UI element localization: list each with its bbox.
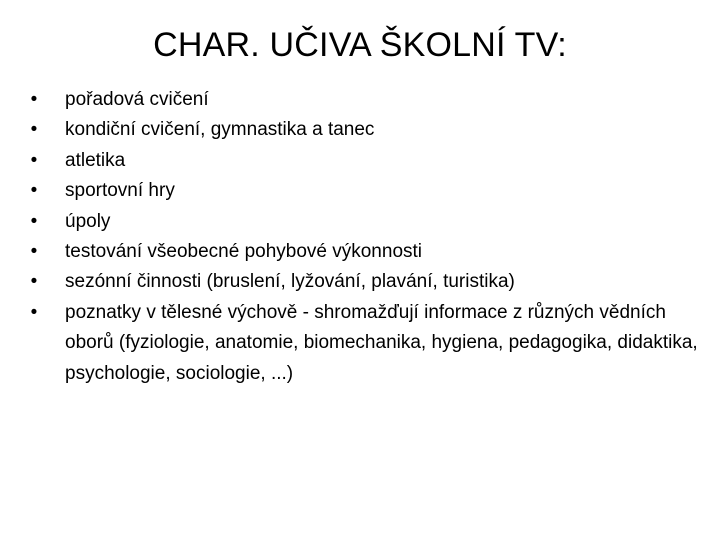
bullet-icon: • bbox=[30, 149, 38, 171]
bullet-icon: • bbox=[30, 241, 38, 263]
bullet-icon: • bbox=[30, 301, 38, 323]
list-item-text: kondiční cvičení, gymnastika a tanec bbox=[65, 119, 375, 141]
list-item bbox=[28, 298, 698, 389]
bullet-list bbox=[28, 85, 698, 389]
list-item bbox=[28, 176, 698, 206]
list-item bbox=[28, 237, 698, 267]
list-item-text: úpoly bbox=[65, 210, 111, 232]
list-item-text: pořadová cvičení bbox=[65, 89, 209, 110]
bullet-icon: • bbox=[30, 271, 38, 293]
list-item bbox=[28, 115, 698, 145]
list-item bbox=[28, 85, 698, 115]
list-item bbox=[28, 207, 698, 237]
list-item-text: atletika bbox=[65, 149, 126, 171]
slide-title: CHAR. UČIVA ŠKOLNÍ TV: bbox=[153, 26, 567, 64]
bullet-icon: • bbox=[30, 119, 38, 141]
bullet-icon: • bbox=[30, 180, 38, 202]
list-item bbox=[28, 267, 698, 297]
list-item-text: poznatky v tělesné výchově - shromažďují informace z různých vědních oborů (fyziologie, anatomie, biomechanika, hygiena, pedagogika, didaktika, psychologie, sociologie, ...) bbox=[65, 301, 698, 384]
list-item bbox=[28, 146, 698, 176]
list-item-text: testování všeobecné pohybové výkonnosti bbox=[65, 241, 423, 263]
list-item-text: sezónní činnosti (bruslení, lyžování, plavání, turistika) bbox=[65, 271, 515, 293]
list-item-text: sportovní hry bbox=[65, 180, 175, 202]
bullet-icon: • bbox=[30, 210, 38, 232]
bullet-icon: • bbox=[30, 89, 38, 110]
